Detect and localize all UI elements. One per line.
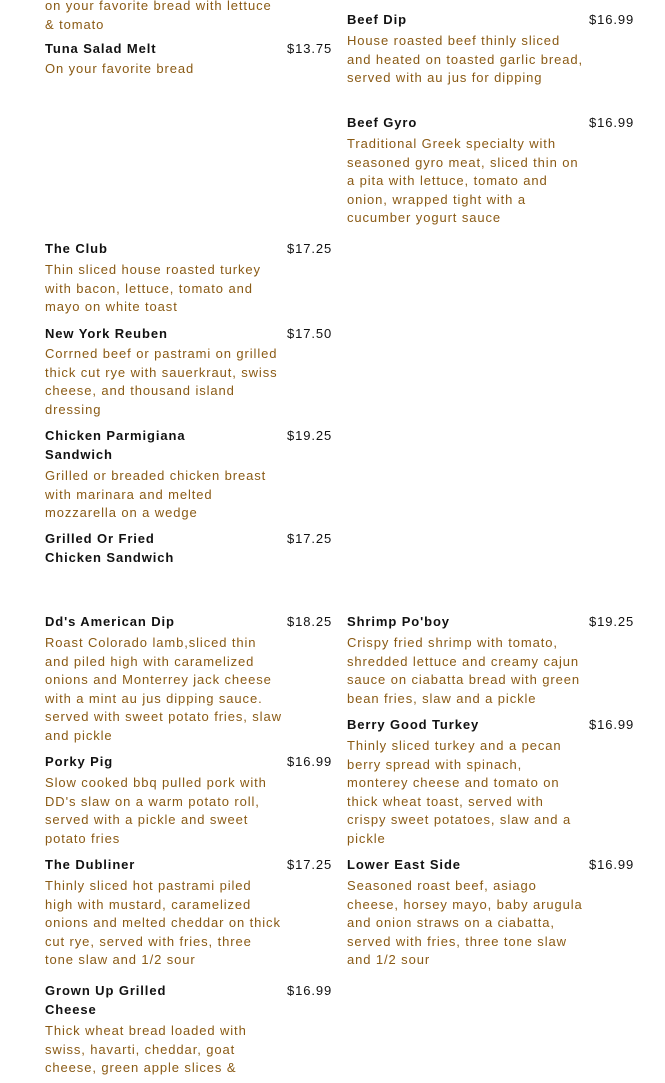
item-price: $19.25	[287, 428, 333, 443]
item-price: $18.25	[287, 614, 333, 629]
item-name: Shrimp Po'boy	[347, 614, 450, 629]
item-price: $17.25	[287, 531, 333, 546]
item-description: Thinly sliced hot pastrami piled high with mustard, caramelized onions and melted cheddar on thick cut rye, served with fries, three tone slaw and 1/2 sour	[45, 878, 281, 968]
item-description: House roasted beef thinly sliced and heated on toasted garlic bread, served with au jus for dipping	[347, 33, 584, 86]
item-price: $19.25	[589, 614, 635, 629]
item-description: Slow cooked bbq pulled pork with DD's slaw on a warm potato roll, served with a pickle and sweet potato fries	[45, 775, 267, 846]
item-name: Dd's American Dip	[45, 614, 175, 629]
item-name: Grilled Or Fried Chicken Sandwich	[45, 531, 175, 565]
item-price: $17.25	[287, 241, 333, 256]
item-description: Roast Colorado lamb,sliced thin and piled high with caramelized onions and Monterrey jack cheese with a mint au jus dipping sauce. served with sweet potato fries, slaw and pickle	[45, 635, 282, 743]
item-name: Beef Dip	[347, 12, 407, 27]
item-price: $16.99	[589, 115, 635, 130]
item-name: New York Reuben	[45, 326, 168, 341]
item-name: Chicken Parmigiana Sandwich	[45, 428, 186, 462]
item-description: Traditional Greek specialty with seasoned gyro meat, sliced thin on a pita with lettuce, tomato and onion, wrapped tight with a cucumber yogurt sauce	[347, 136, 579, 226]
item-description: Thinly sliced turkey and a pecan berry spread with spinach, monterey cheese and tomato on thick wheat toast, served with crispy sweet potatoes, slaw and a pickle	[347, 738, 572, 846]
item-description: Crispy fried shrimp with tomato, shredded lettuce and creamy cajun sauce on ciabatta bread with green bean fries, slaw and a pickle	[347, 635, 580, 706]
item-name: The Club	[45, 241, 108, 256]
item-price: $16.99	[589, 857, 635, 872]
item-price: $16.99	[589, 12, 635, 27]
item-price: $13.75	[287, 41, 333, 56]
item-description: On your favorite bread	[45, 61, 195, 76]
item-name: Lower East Side	[347, 857, 461, 872]
item-price: $17.50	[287, 326, 333, 341]
item-price: $16.99	[589, 717, 635, 732]
item-name: Beef Gyro	[347, 115, 418, 130]
item-description: Thick wheat bread loaded with swiss, havarti, cheddar, goat cheese, green apple slices &	[45, 1023, 247, 1076]
item-description: Thin sliced house roasted turkey with bacon, lettuce, tomato and mayo on white toast	[45, 262, 261, 315]
item-price: $16.99	[287, 983, 333, 998]
item-description: Corrned beef or pastrami on grilled thick cut rye with sauerkraut, swiss cheese, and thousand island dressing	[45, 346, 278, 417]
item-name: Grown Up Grilled Cheese	[45, 983, 167, 1017]
item-name: The Dubliner	[45, 857, 136, 872]
item-description: Grilled or breaded chicken breast with marinara and melted mozzarella on a wedge	[45, 468, 267, 521]
item-name: Berry Good Turkey	[347, 717, 480, 732]
item-name: Tuna Salad Melt	[45, 41, 157, 56]
item-price: $16.99	[287, 754, 333, 769]
menu-item-fragment: on your favorite bread with lettuce & tomato	[45, 0, 272, 32]
item-price: $17.25	[287, 857, 333, 872]
item-name: Porky Pig	[45, 754, 114, 769]
item-description: Seasoned roast beef, asiago cheese, horsey mayo, baby arugula and onion straws on a ciabatta, served with fries, three tone slaw and 1/2 sour	[347, 878, 583, 968]
